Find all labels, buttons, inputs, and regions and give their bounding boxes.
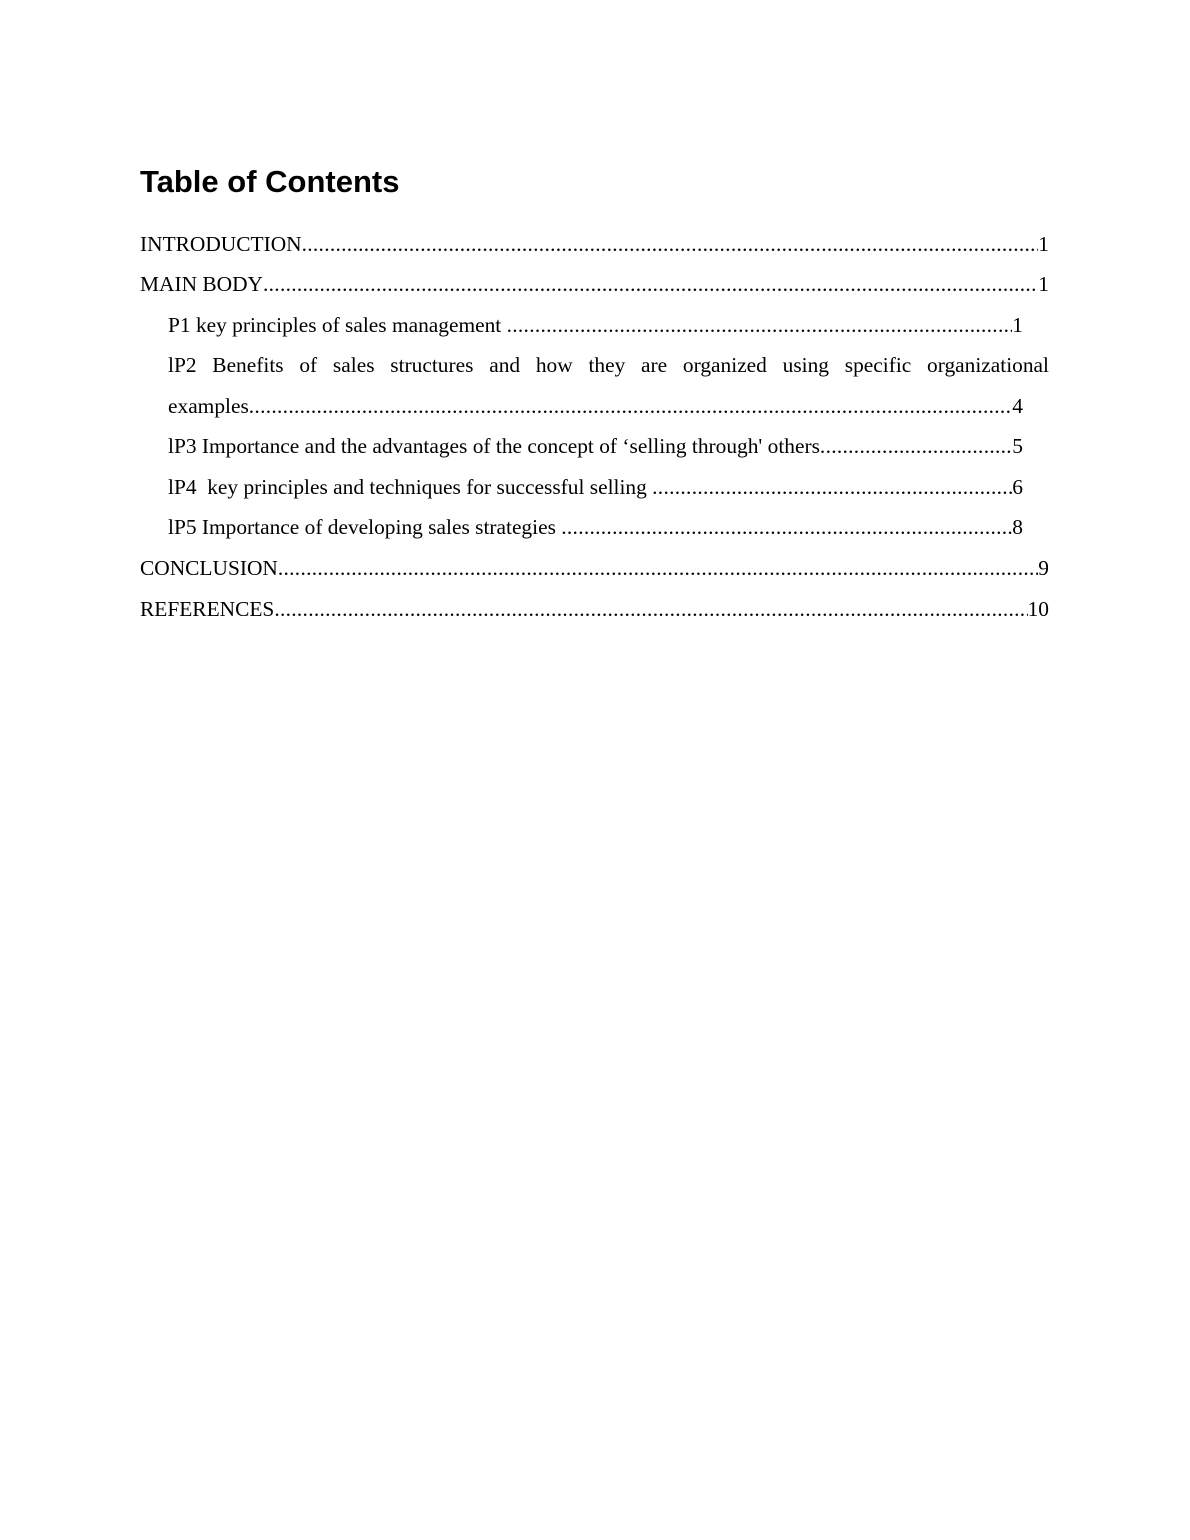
toc-entry-text: lP5 Importance of developing sales strategies [168, 515, 562, 539]
dot-leader [507, 305, 1013, 345]
dot-leader [263, 264, 1038, 304]
dot-leader [278, 548, 1038, 588]
dot-leader [820, 426, 1012, 466]
toc-entry-text: lP2 Benefits of sales structures and how they are organized using specific organizational [168, 353, 1049, 377]
dot-leader [274, 589, 1027, 629]
toc-entry-text: MAIN BODY [140, 272, 263, 296]
toc-page-number: 9 [1038, 556, 1049, 580]
toc-page-number: 5 [1012, 434, 1023, 458]
toc-entry-references[interactable] [140, 589, 1049, 629]
toc-entry-conclusion[interactable] [140, 548, 1049, 588]
dot-leader [652, 467, 1012, 507]
toc-entry-text: lP4 key principles and techniques for successful selling [168, 475, 653, 499]
toc-entry-p2-line1[interactable] [168, 345, 1049, 385]
toc-page-number: 1 [1038, 272, 1049, 296]
toc-page-number: 1 [1012, 313, 1023, 337]
toc-page-number: 8 [1012, 515, 1023, 539]
toc-entry-text: INTRODUCTION [140, 232, 302, 256]
toc-page-number: 6 [1012, 475, 1023, 499]
toc-entry-text: CONCLUSION [140, 556, 278, 580]
toc-entry-p4[interactable] [168, 467, 1023, 507]
dot-leader [249, 386, 1013, 426]
toc-entry-p2-line2[interactable] [168, 386, 1023, 426]
dot-leader [302, 224, 1039, 264]
toc-entry-introduction[interactable] [140, 224, 1049, 264]
toc-entry-text: REFERENCES [140, 597, 275, 621]
toc-page-number: 4 [1012, 394, 1023, 418]
toc-entry-text: P1 key principles of sales management [168, 313, 507, 337]
toc-entry-main-body[interactable] [140, 264, 1049, 304]
toc-entry-p1[interactable] [168, 305, 1023, 345]
toc-entry-text: examples [168, 394, 249, 418]
toc-entry-p3[interactable] [168, 426, 1023, 466]
toc-entry-text: lP3 Importance and the advantages of the concept of ‘selling through' others [168, 434, 820, 458]
dot-leader [561, 507, 1012, 547]
toc-page-number: 10 [1027, 597, 1049, 621]
toc-entry-p5[interactable] [168, 507, 1023, 547]
toc-heading: Table of Contents [140, 164, 400, 199]
toc-page-number: 1 [1038, 232, 1049, 256]
